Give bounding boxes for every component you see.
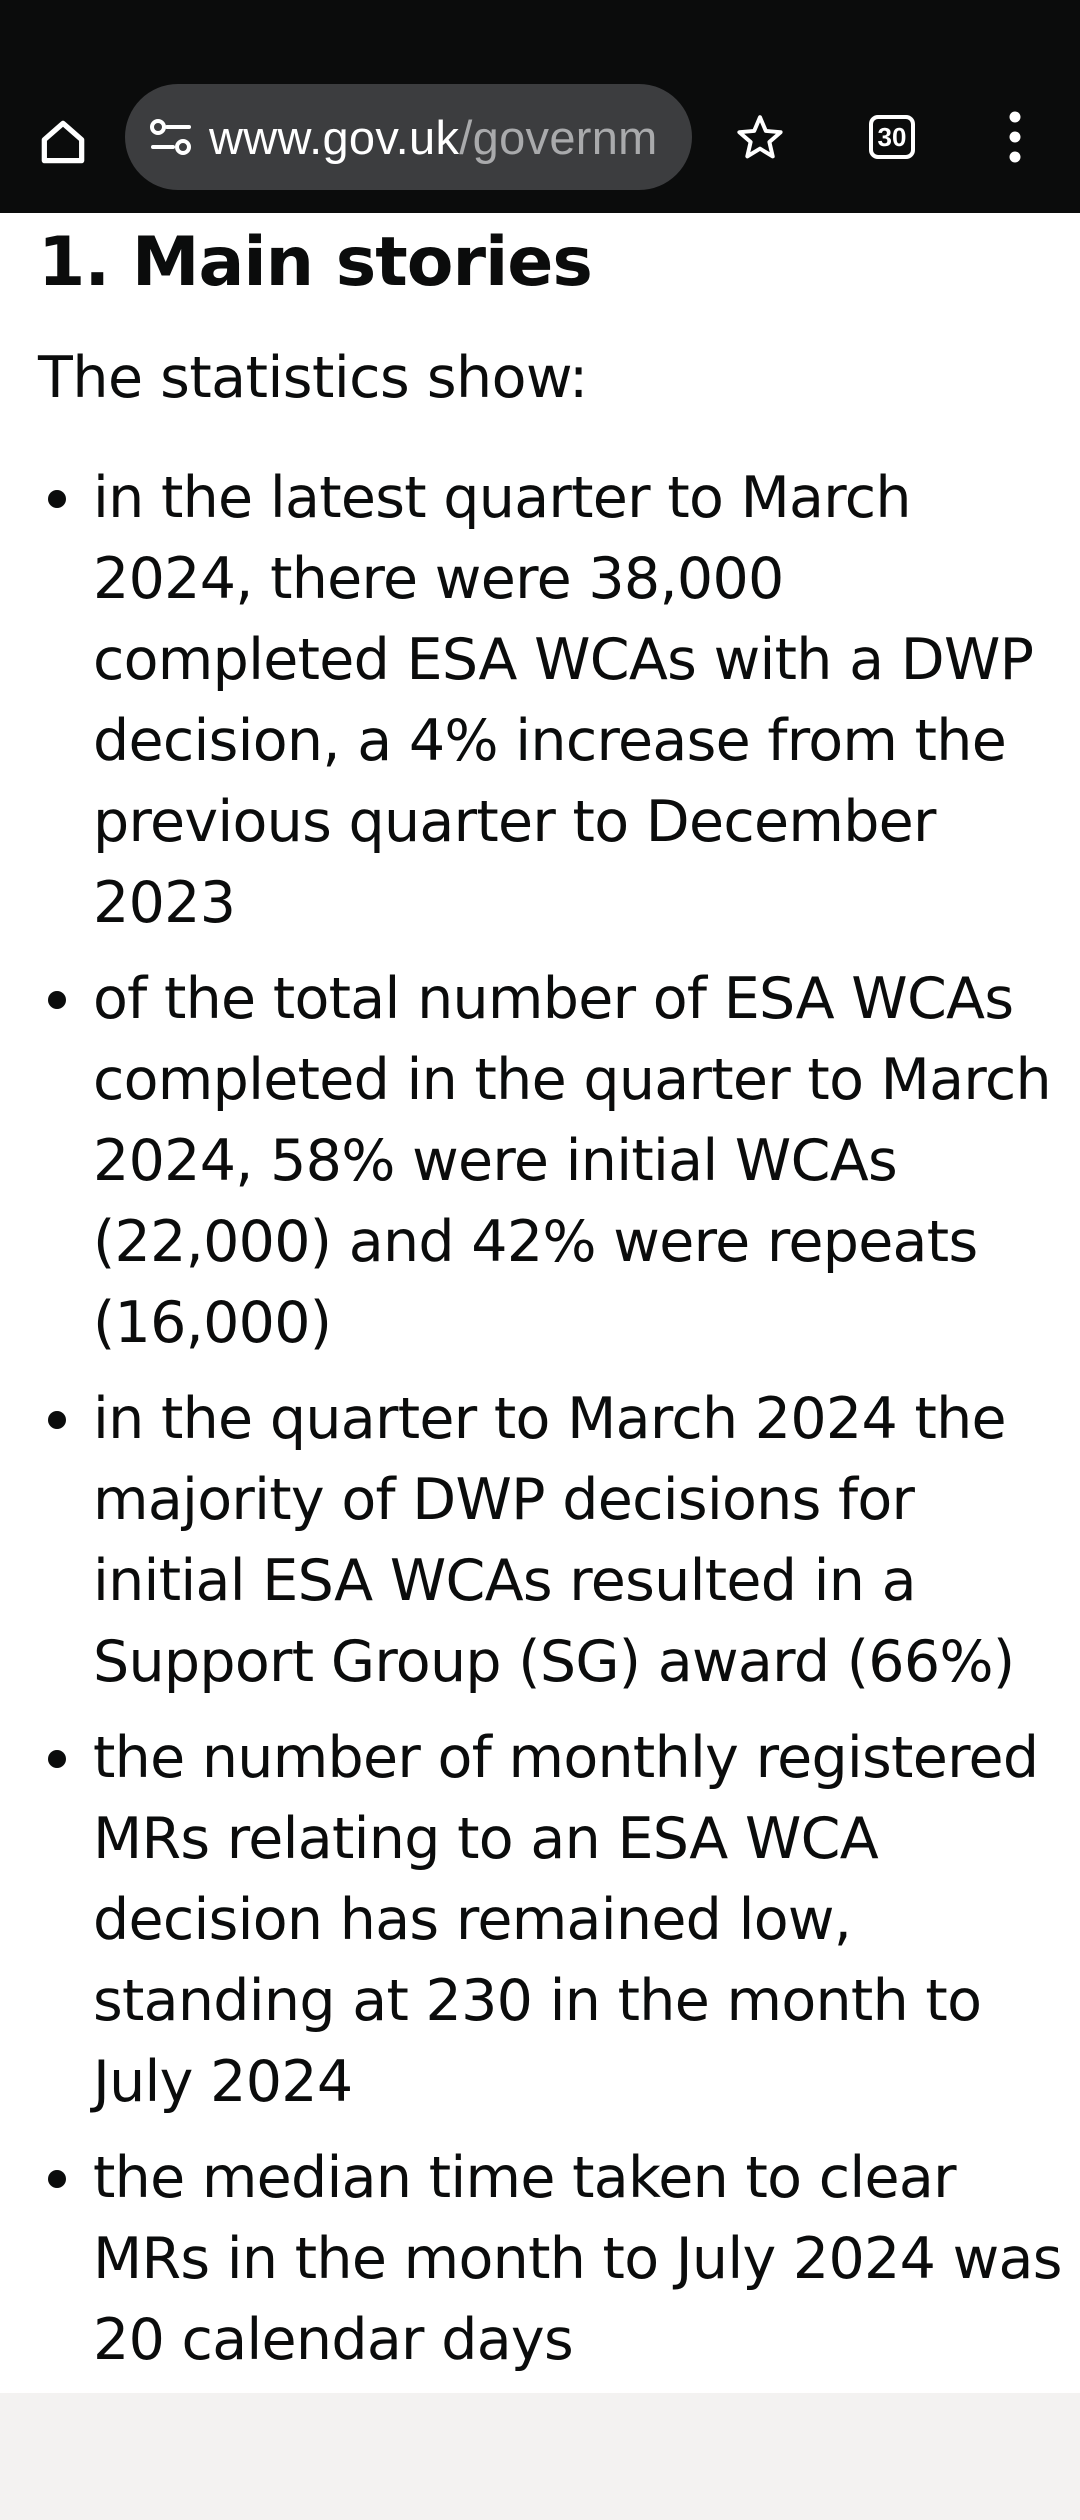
list-item-text: of the total number of ESA WCAs completed in the quarter to March 2024, 58% were initial WCAs (22,000) and 42% were repeats (16,000) (93, 966, 1051, 1356)
address-bar[interactable] (125, 84, 692, 190)
menu-button[interactable] (985, 97, 1045, 177)
tab-switcher-button[interactable] (850, 97, 934, 177)
main-stories-list (0, 458, 1080, 2396)
list-item-text: in the quarter to March 2024 the majority of DWP decisions for initial ESA WCAs resulted in a Support Group (SG) award (66%) (93, 1386, 1015, 1695)
home-button[interactable] (22, 101, 104, 183)
url-text[interactable] (209, 110, 658, 165)
star-icon (735, 112, 785, 162)
bullet-icon (48, 991, 66, 1009)
url-path: /governm (459, 110, 658, 164)
tab-switcher-icon (869, 115, 915, 159)
list-item (0, 2138, 1080, 2381)
list-item (0, 1379, 1080, 1703)
home-icon (35, 114, 91, 170)
bullet-icon (48, 1750, 66, 1768)
list-item-text: the number of monthly registered MRs relating to an ESA WCA decision has remained low, standing at 230 in the month to July 2024 (93, 1725, 1039, 2115)
bullet-icon (48, 1411, 66, 1429)
list-item (0, 458, 1080, 944)
intro-text: The statistics show: (38, 345, 588, 411)
tune-icon[interactable] (145, 111, 197, 163)
page-content (0, 213, 1080, 2393)
more-vert-icon (1005, 109, 1025, 165)
bullet-icon (48, 2170, 66, 2188)
bullet-icon (48, 490, 66, 508)
list-item-text: the median time taken to clear MRs in the month to July 2024 was 20 calendar days (93, 2145, 1062, 2373)
status-bar (0, 0, 1080, 70)
list-item (0, 959, 1080, 1364)
bookmark-button[interactable] (720, 97, 800, 177)
tab-count: 30 (877, 121, 907, 152)
list-item (0, 1718, 1080, 2123)
url-host: www.gov.uk (209, 110, 460, 164)
section-heading: 1. Main stories (38, 223, 592, 302)
list-item-text: in the latest quarter to March 2024, there were 38,000 completed ESA WCAs with a DWP decision, a 4% increase from the previous quarter to December 2023 (93, 465, 1034, 936)
